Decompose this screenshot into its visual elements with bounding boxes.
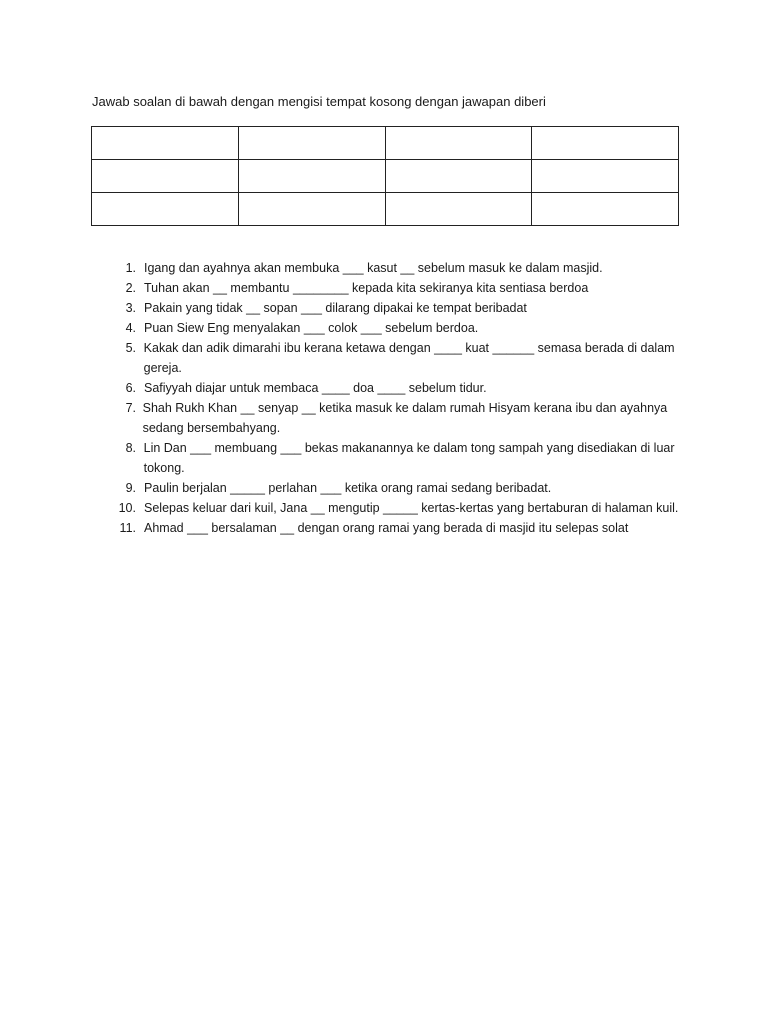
question-text: Selepas keluar dari kuil, Jana __ mengutip _____ kertas-kertas yang bertaburan di halaman kuil.: [144, 501, 679, 515]
table-cell: [532, 160, 679, 193]
question-number: 8.: [125, 441, 136, 455]
list-item: [92, 278, 692, 298]
list-item: [92, 318, 692, 338]
list-item: [92, 498, 692, 518]
question-number: 4.: [125, 321, 136, 335]
list-item: [92, 518, 692, 538]
table-row: [92, 160, 679, 193]
list-item: [92, 258, 692, 278]
table-cell: [385, 193, 532, 226]
question-number: 3.: [125, 301, 136, 315]
table-cell: [532, 193, 679, 226]
question-number: 2.: [125, 281, 136, 295]
question-text: Igang dan ayahnya akan membuka ___ kasut __ sebelum masuk ke dalam masjid.: [144, 261, 603, 275]
question-text: Shah Rukh Khan __ senyap __ ketika masuk ke dalam rumah Hisyam kerana ibu dan ayahnya sedang bersembahyang.: [142, 401, 668, 435]
list-item: [92, 298, 692, 318]
question-text: Pakain yang tidak __ sopan ___ dilarang dipakai ke tempat beribadat: [144, 301, 527, 315]
list-item: [92, 398, 692, 438]
table-cell: [238, 160, 385, 193]
question-number: 1.: [125, 261, 136, 275]
table-cell: [92, 160, 239, 193]
question-text: Puan Siew Eng menyalakan ___ colok ___ sebelum berdoa.: [144, 321, 479, 335]
table-cell: [385, 160, 532, 193]
question-text: Paulin berjalan _____ perlahan ___ ketika orang ramai sedang beribadat.: [144, 481, 552, 495]
table-cell: [532, 127, 679, 160]
question-number: 7.: [125, 401, 136, 415]
question-text: Kakak dan adik dimarahi ibu kerana ketawa dengan ____ kuat ______ semasa berada di dalam gereja.: [143, 341, 675, 375]
question-text: Ahmad ___ bersalaman __ dengan orang ramai yang berada di masjid itu selepas solat: [144, 521, 629, 535]
question-number: 11.: [119, 521, 136, 535]
table-cell: [238, 127, 385, 160]
list-item: [92, 438, 692, 478]
list-item: [92, 478, 692, 498]
table-cell: [92, 193, 239, 226]
question-number: 10.: [118, 501, 136, 515]
question-text: Safiyyah diajar untuk membaca ____ doa ____ sebelum tidur.: [144, 381, 487, 395]
question-number: 6.: [125, 381, 136, 395]
instruction-text: Jawab soalan di bawah dengan mengisi tempat kosong dengan jawapan diberi: [92, 94, 546, 109]
table-row: [92, 193, 679, 226]
question-number: 5.: [125, 341, 136, 355]
question-list: [92, 258, 692, 538]
table-row: [92, 127, 679, 160]
question-text: Lin Dan ___ membuang ___ bekas makanannya ke dalam tong sampah yang disediakan di luar tokong.: [143, 441, 675, 475]
answer-table: [91, 126, 679, 226]
question-text: Tuhan akan __ membantu ________ kepada kita sekiranya kita sentiasa berdoa: [144, 281, 589, 295]
table-cell: [92, 127, 239, 160]
table-cell: [238, 193, 385, 226]
list-item: [92, 338, 692, 378]
list-item: [92, 378, 692, 398]
question-number: 9.: [125, 481, 136, 495]
table-cell: [385, 127, 532, 160]
